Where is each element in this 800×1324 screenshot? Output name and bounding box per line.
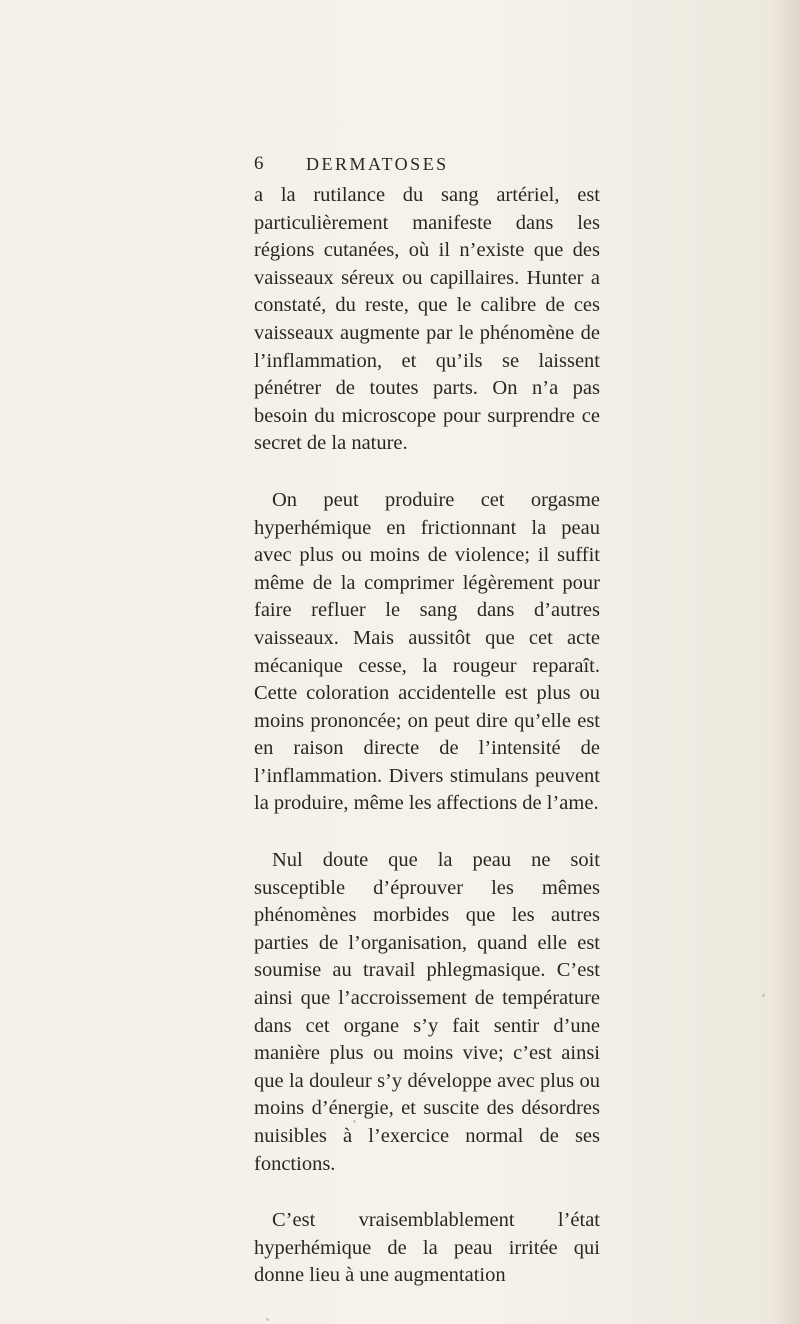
paragraph-1: a la rutilance du sang artériel, est particulièrement manifeste dans les régions cutanées, où il n’existe que des vaisseaux séreux ou capillaires. Hunter a constaté, du reste, que le calibre de ces vaisseaux augmente par le phénomène de l’inflammation, et qu’ils se laissent pénétrer de toutes parts. On n’a pas besoin du microscope pour surprendre ce secret de la nature. (254, 184, 600, 455)
running-title: DERMATOSES (306, 154, 449, 174)
paper-speck (762, 994, 765, 997)
page-edge-shadow (774, 0, 800, 1324)
paper-speck (266, 1318, 269, 1321)
body-text (254, 182, 600, 1290)
page-header (254, 152, 600, 176)
paper-speck (353, 1120, 356, 1123)
paragraph-2: On peut produire cet orgasme hyperhémique en frictionnant la peau avec plus ou moins de violence; il suffit même de la comprimer légèrement pour faire refluer le sang dans d’autres vaisseaux. Mais aussitôt que cet acte mécanique cesse, la rougeur reparaît. Cette coloration accidentelle est plus ou moins prononcée; on peut dire qu’elle est en raison directe de l’intensité de l’inflammation. Divers stimulans peuvent la produire, même les affections de l’ame. (254, 488, 600, 815)
page-number: 6 (254, 153, 265, 174)
paragraph-3: Nul doute que la peau ne soit susceptible d’éprouver les mêmes phénomènes morbides que les autres parties de l’organisation, quand elle est soumise au travail phlegmasique. C’est ainsi que l’accroissement de température dans cet organe s’y fait sentir d’une manière plus ou moins vive; c’est ainsi que la douleur s’y développe avec plus ou moins d’énergie, et suscite des désordres nuisibles à l’exercice normal de ses fonctions. (254, 849, 600, 1175)
paragraph-4: C’est vraisemblablement l’état hyperhémique de la peau irritée qui donne lieu à une augmentation (254, 1209, 600, 1287)
